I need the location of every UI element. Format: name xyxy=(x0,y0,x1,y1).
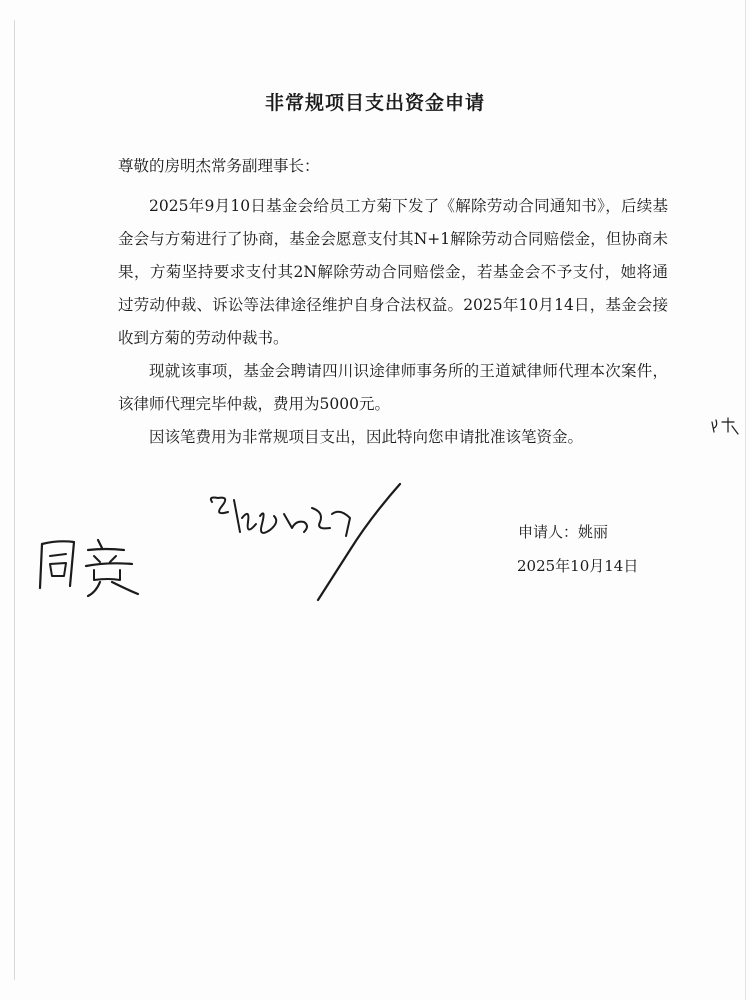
paragraph-background: 2025年9月10日基金会给员工方菊下发了《解除劳动合同通知书》，后续基金会与方菊进行了协商，基金会愿意支付其N+1解除劳动合同赔偿金，但协商未果，方菊坚持要求支付其2N解除劳动合同赔偿金，若基金会不予支付，她将通过劳动仲裁、诉讼等法律途径维护自身合法权益。2025年10月14日，基金会接收到方菊的劳动仲裁书。 xyxy=(118,197,668,347)
director-signature xyxy=(200,478,410,608)
paragraph-request: 因该笔费用为非常规项目支出，因此特向您申请批准该笔资金。 xyxy=(149,428,584,446)
salutation: 尊敬的房明杰常务副理事长： xyxy=(118,157,320,175)
applicant-line: 申请人：姚丽 xyxy=(518,523,609,541)
paragraph-lawyer-fee: 现就该事项，基金会聘请四川识途律师事务所的王道斌律师代理本次案件，该律师代理完毕仲裁，费用为5000元。 xyxy=(118,362,668,413)
document-title: 非常规项目支出资金申请 xyxy=(264,92,485,114)
body-text xyxy=(118,190,668,454)
scan-edge-left xyxy=(14,20,15,980)
handwritten-approval-note xyxy=(28,530,158,600)
scan-edge-right xyxy=(745,0,746,1000)
margin-initials xyxy=(708,416,742,438)
application-date: 2025年10月14日 xyxy=(517,557,639,575)
